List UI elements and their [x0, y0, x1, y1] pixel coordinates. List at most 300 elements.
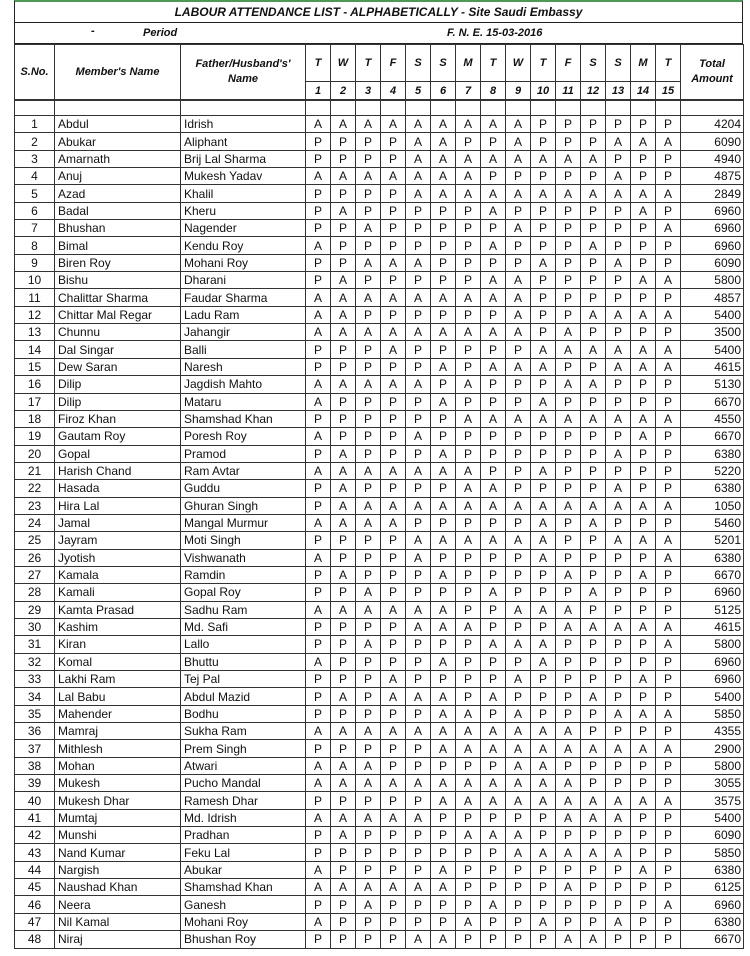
serial-number-cell: 3: [15, 150, 55, 167]
attendance-mark-cell: P: [431, 636, 456, 653]
attendance-mark-cell: P: [381, 636, 406, 653]
father-name-cell: Abukar: [181, 861, 306, 878]
attendance-mark-cell: P: [456, 306, 481, 323]
serial-number-cell: 37: [15, 740, 55, 757]
attendance-mark-cell: P: [656, 150, 681, 167]
attendance-mark-cell: P: [331, 931, 356, 948]
attendance-mark-cell: A: [606, 532, 631, 549]
attendance-mark-cell: P: [331, 237, 356, 254]
serial-number-cell: 17: [15, 393, 55, 410]
header-date: 5: [406, 82, 431, 101]
attendance-mark-cell: A: [556, 931, 581, 948]
header-day: T: [531, 45, 556, 82]
attendance-mark-cell: A: [431, 393, 456, 410]
attendance-mark-cell: A: [556, 341, 581, 358]
attendance-mark-cell: P: [481, 549, 506, 566]
header-day: S: [606, 45, 631, 82]
attendance-mark-cell: A: [631, 671, 656, 688]
header-day: T: [306, 45, 331, 82]
father-name-cell: Md. Safi: [181, 618, 306, 635]
attendance-mark-cell: P: [406, 393, 431, 410]
attendance-mark-cell: P: [381, 532, 406, 549]
attendance-mark-cell: A: [406, 532, 431, 549]
attendance-mark-cell: P: [581, 601, 606, 618]
table-row: [15, 376, 744, 393]
attendance-mark-cell: A: [306, 462, 331, 479]
attendance-mark-cell: A: [431, 116, 456, 133]
attendance-mark-cell: P: [456, 254, 481, 271]
attendance-mark-cell: P: [556, 254, 581, 271]
attendance-mark-cell: A: [406, 168, 431, 185]
attendance-mark-cell: P: [331, 671, 356, 688]
attendance-mark-cell: P: [506, 688, 531, 705]
attendance-mark-cell: A: [531, 723, 556, 740]
attendance-mark-cell: A: [481, 723, 506, 740]
attendance-mark-cell: P: [631, 723, 656, 740]
father-name-cell: Gopal Roy: [181, 584, 306, 601]
father-name-cell: Idrish: [181, 116, 306, 133]
father-name-cell: Mataru: [181, 393, 306, 410]
total-amount-cell: 6380: [681, 861, 744, 878]
attendance-mark-cell: A: [631, 185, 656, 202]
member-name-cell: Mukesh: [55, 775, 181, 792]
attendance-mark-cell: P: [331, 254, 356, 271]
attendance-mark-cell: P: [356, 688, 381, 705]
member-name-cell: Kamali: [55, 584, 181, 601]
attendance-mark-cell: P: [556, 584, 581, 601]
header-date: 11: [556, 82, 581, 101]
attendance-mark-cell: P: [556, 532, 581, 549]
table-row: [15, 220, 744, 237]
father-name-cell: Pucho Mandal: [181, 775, 306, 792]
father-name-cell: Tej Pal: [181, 671, 306, 688]
attendance-mark-cell: P: [306, 740, 331, 757]
attendance-mark-cell: A: [606, 168, 631, 185]
attendance-mark-cell: A: [606, 618, 631, 635]
attendance-mark-cell: P: [631, 462, 656, 479]
attendance-mark-cell: P: [531, 809, 556, 826]
attendance-mark-cell: P: [556, 896, 581, 913]
attendance-mark-cell: P: [656, 480, 681, 497]
attendance-mark-cell: P: [631, 913, 656, 930]
attendance-mark-cell: P: [331, 220, 356, 237]
attendance-mark-cell: P: [656, 116, 681, 133]
attendance-mark-cell: A: [506, 150, 531, 167]
attendance-mark-cell: P: [506, 254, 531, 271]
serial-number-cell: 24: [15, 514, 55, 531]
attendance-mark-cell: P: [631, 844, 656, 861]
attendance-mark-cell: A: [456, 775, 481, 792]
member-name-cell: Azad: [55, 185, 181, 202]
attendance-mark-cell: P: [381, 913, 406, 930]
attendance-mark-cell: A: [506, 185, 531, 202]
attendance-mark-cell: A: [381, 879, 406, 896]
attendance-mark-cell: A: [556, 185, 581, 202]
attendance-mark-cell: P: [381, 653, 406, 670]
period-dot: -: [91, 25, 95, 37]
attendance-mark-cell: A: [531, 358, 556, 375]
attendance-mark-cell: A: [406, 618, 431, 635]
attendance-mark-cell: P: [456, 272, 481, 289]
attendance-mark-cell: P: [581, 757, 606, 774]
total-amount-cell: 4615: [681, 618, 744, 635]
attendance-mark-cell: P: [381, 705, 406, 722]
total-amount-cell: 3575: [681, 792, 744, 809]
attendance-mark-cell: A: [331, 827, 356, 844]
attendance-mark-cell: A: [581, 514, 606, 531]
attendance-mark-cell: P: [556, 462, 581, 479]
attendance-mark-cell: A: [381, 497, 406, 514]
attendance-mark-cell: A: [606, 445, 631, 462]
header-day: S: [431, 45, 456, 82]
attendance-mark-cell: P: [531, 324, 556, 341]
attendance-mark-cell: P: [656, 376, 681, 393]
header-day: M: [456, 45, 481, 82]
serial-number-cell: 12: [15, 306, 55, 323]
attendance-mark-cell: A: [581, 584, 606, 601]
attendance-mark-cell: P: [556, 653, 581, 670]
attendance-mark-cell: P: [506, 809, 531, 826]
attendance-mark-cell: P: [581, 896, 606, 913]
attendance-mark-cell: P: [631, 549, 656, 566]
serial-number-cell: 35: [15, 705, 55, 722]
attendance-mark-cell: A: [656, 410, 681, 427]
attendance-mark-cell: A: [606, 480, 631, 497]
attendance-table: [14, 44, 744, 949]
attendance-mark-cell: A: [656, 532, 681, 549]
attendance-mark-cell: A: [456, 740, 481, 757]
attendance-mark-cell: P: [431, 220, 456, 237]
attendance-mark-cell: P: [306, 341, 331, 358]
table-row: [15, 306, 744, 323]
attendance-mark-cell: P: [331, 792, 356, 809]
fortnight-ending-label: F. N. E. 15-03-2016: [447, 27, 543, 39]
attendance-mark-cell: A: [431, 289, 456, 306]
attendance-mark-cell: A: [656, 549, 681, 566]
attendance-mark-cell: P: [631, 480, 656, 497]
attendance-mark-cell: P: [306, 358, 331, 375]
attendance-mark-cell: P: [331, 341, 356, 358]
father-name-cell: Dharani: [181, 272, 306, 289]
attendance-mark-cell: P: [406, 202, 431, 219]
attendance-mark-cell: A: [431, 532, 456, 549]
attendance-mark-cell: A: [431, 566, 456, 583]
member-name-cell: Abukar: [55, 133, 181, 150]
attendance-mark-cell: A: [356, 723, 381, 740]
attendance-mark-cell: A: [356, 220, 381, 237]
attendance-mark-cell: P: [631, 809, 656, 826]
serial-number-cell: 21: [15, 462, 55, 479]
attendance-mark-cell: A: [606, 497, 631, 514]
attendance-mark-cell: A: [356, 462, 381, 479]
attendance-mark-cell: P: [331, 185, 356, 202]
attendance-mark-cell: A: [606, 809, 631, 826]
table-row: [15, 653, 744, 670]
member-name-cell: Hasada: [55, 480, 181, 497]
attendance-mark-cell: A: [606, 185, 631, 202]
attendance-mark-cell: P: [656, 809, 681, 826]
attendance-mark-cell: A: [581, 792, 606, 809]
attendance-mark-cell: A: [406, 549, 431, 566]
attendance-mark-cell: A: [631, 272, 656, 289]
father-name-cell: Ganesh: [181, 896, 306, 913]
attendance-mark-cell: A: [556, 566, 581, 583]
attendance-mark-cell: P: [306, 671, 331, 688]
attendance-mark-cell: P: [306, 410, 331, 427]
attendance-mark-cell: A: [356, 757, 381, 774]
table-row: [15, 931, 744, 948]
attendance-mark-cell: A: [306, 306, 331, 323]
sheet-title: LABOUR ATTENDANCE LIST - ALPHABETICALLY - Site Saudi Embassy: [14, 0, 743, 23]
member-name-cell: Lal Babu: [55, 688, 181, 705]
attendance-mark-cell: P: [606, 879, 631, 896]
attendance-mark-cell: A: [331, 566, 356, 583]
member-name-cell: Dilip: [55, 393, 181, 410]
member-name-cell: Mamraj: [55, 723, 181, 740]
attendance-mark-cell: A: [406, 723, 431, 740]
attendance-mark-cell: A: [431, 879, 456, 896]
attendance-mark-cell: A: [481, 237, 506, 254]
serial-number-cell: 7: [15, 220, 55, 237]
father-name-cell: Md. Idrish: [181, 809, 306, 826]
serial-number-cell: 5: [15, 185, 55, 202]
total-amount-cell: 4875: [681, 168, 744, 185]
attendance-mark-cell: P: [506, 480, 531, 497]
attendance-mark-cell: A: [531, 757, 556, 774]
attendance-mark-cell: P: [481, 376, 506, 393]
attendance-mark-cell: P: [456, 358, 481, 375]
attendance-mark-cell: P: [381, 272, 406, 289]
father-name-cell: Guddu: [181, 480, 306, 497]
attendance-mark-cell: P: [406, 896, 431, 913]
attendance-mark-cell: P: [481, 514, 506, 531]
attendance-mark-cell: A: [656, 341, 681, 358]
attendance-mark-cell: P: [406, 636, 431, 653]
member-name-cell: Biren Roy: [55, 254, 181, 271]
attendance-mark-cell: A: [531, 393, 556, 410]
attendance-mark-cell: A: [531, 653, 556, 670]
attendance-mark-cell: P: [581, 723, 606, 740]
attendance-mark-cell: P: [556, 827, 581, 844]
father-name-cell: Sadhu Ram: [181, 601, 306, 618]
attendance-mark-cell: P: [381, 133, 406, 150]
attendance-mark-cell: P: [656, 861, 681, 878]
attendance-mark-cell: P: [406, 445, 431, 462]
attendance-mark-cell: P: [356, 150, 381, 167]
member-name-cell: Hira Lal: [55, 497, 181, 514]
attendance-mark-cell: P: [431, 514, 456, 531]
attendance-mark-cell: A: [606, 358, 631, 375]
attendance-mark-cell: A: [456, 116, 481, 133]
attendance-mark-cell: A: [506, 671, 531, 688]
total-amount-cell: 6670: [681, 428, 744, 445]
attendance-mark-cell: P: [481, 809, 506, 826]
total-amount-cell: 6960: [681, 220, 744, 237]
attendance-mark-cell: A: [656, 636, 681, 653]
attendance-mark-cell: A: [431, 358, 456, 375]
attendance-mark-cell: A: [356, 896, 381, 913]
header-date: 3: [356, 82, 381, 101]
attendance-mark-cell: A: [481, 410, 506, 427]
table-row: [15, 532, 744, 549]
total-amount-cell: 5400: [681, 688, 744, 705]
attendance-mark-cell: A: [306, 168, 331, 185]
attendance-mark-cell: A: [381, 601, 406, 618]
attendance-mark-cell: A: [631, 497, 656, 514]
header-date: 6: [431, 82, 456, 101]
attendance-mark-cell: P: [306, 844, 331, 861]
attendance-mark-cell: P: [331, 913, 356, 930]
attendance-mark-cell: P: [481, 306, 506, 323]
father-name-cell: Naresh: [181, 358, 306, 375]
attendance-mark-cell: P: [506, 566, 531, 583]
attendance-mark-cell: P: [531, 272, 556, 289]
attendance-mark-cell: A: [306, 116, 331, 133]
attendance-mark-cell: P: [381, 237, 406, 254]
attendance-mark-cell: P: [381, 549, 406, 566]
attendance-mark-cell: P: [356, 306, 381, 323]
father-name-cell: Mohani Roy: [181, 913, 306, 930]
attendance-mark-cell: A: [531, 549, 556, 566]
attendance-mark-cell: P: [456, 896, 481, 913]
attendance-mark-cell: A: [381, 168, 406, 185]
member-name-cell: Kamala: [55, 566, 181, 583]
table-row: [15, 358, 744, 375]
attendance-mark-cell: A: [306, 601, 331, 618]
attendance-mark-cell: A: [306, 289, 331, 306]
member-name-cell: Dew Saran: [55, 358, 181, 375]
attendance-mark-cell: A: [531, 740, 556, 757]
attendance-mark-cell: A: [331, 879, 356, 896]
attendance-mark-cell: P: [656, 514, 681, 531]
attendance-mark-cell: A: [356, 324, 381, 341]
attendance-mark-cell: A: [631, 306, 656, 323]
attendance-mark-cell: A: [431, 185, 456, 202]
serial-number-cell: 42: [15, 827, 55, 844]
attendance-mark-cell: P: [406, 913, 431, 930]
attendance-mark-cell: A: [356, 289, 381, 306]
father-name-cell: Ladu Ram: [181, 306, 306, 323]
attendance-mark-cell: P: [631, 827, 656, 844]
attendance-mark-cell: P: [506, 879, 531, 896]
attendance-mark-cell: A: [506, 723, 531, 740]
table-row: [15, 740, 744, 757]
header-date: 9: [506, 82, 531, 101]
attendance-mark-cell: A: [431, 462, 456, 479]
table-row: [15, 150, 744, 167]
attendance-mark-cell: P: [306, 792, 331, 809]
attendance-mark-cell: A: [331, 775, 356, 792]
attendance-mark-cell: P: [481, 653, 506, 670]
total-amount-cell: 6960: [681, 202, 744, 219]
attendance-mark-cell: P: [581, 272, 606, 289]
attendance-mark-cell: P: [306, 566, 331, 583]
attendance-mark-cell: A: [381, 723, 406, 740]
member-name-cell: Chunnu: [55, 324, 181, 341]
attendance-mark-cell: A: [331, 809, 356, 826]
attendance-mark-cell: P: [356, 740, 381, 757]
attendance-mark-cell: P: [456, 549, 481, 566]
serial-number-cell: 23: [15, 497, 55, 514]
attendance-mark-cell: A: [456, 324, 481, 341]
attendance-mark-cell: P: [531, 618, 556, 635]
table-row: [15, 723, 744, 740]
serial-number-cell: 27: [15, 566, 55, 583]
attendance-mark-cell: P: [431, 827, 456, 844]
attendance-mark-cell: P: [631, 775, 656, 792]
attendance-mark-cell: P: [506, 462, 531, 479]
attendance-mark-cell: P: [356, 480, 381, 497]
attendance-mark-cell: P: [306, 445, 331, 462]
attendance-mark-cell: A: [331, 601, 356, 618]
attendance-mark-cell: A: [356, 116, 381, 133]
attendance-mark-cell: A: [356, 775, 381, 792]
attendance-mark-cell: A: [406, 809, 431, 826]
attendance-mark-cell: A: [606, 913, 631, 930]
attendance-mark-cell: P: [456, 671, 481, 688]
attendance-mark-cell: P: [606, 601, 631, 618]
attendance-mark-cell: A: [456, 462, 481, 479]
attendance-mark-cell: P: [306, 272, 331, 289]
attendance-mark-cell: A: [456, 497, 481, 514]
attendance-mark-cell: P: [406, 705, 431, 722]
attendance-mark-cell: P: [381, 220, 406, 237]
attendance-mark-cell: P: [606, 775, 631, 792]
attendance-mark-cell: P: [331, 740, 356, 757]
attendance-mark-cell: P: [606, 272, 631, 289]
attendance-mark-cell: P: [656, 913, 681, 930]
attendance-mark-cell: A: [406, 254, 431, 271]
attendance-mark-cell: P: [656, 566, 681, 583]
father-name-cell: Moti Singh: [181, 532, 306, 549]
attendance-mark-cell: A: [656, 740, 681, 757]
total-amount-cell: 6960: [681, 653, 744, 670]
serial-number-cell: 38: [15, 757, 55, 774]
attendance-mark-cell: P: [581, 913, 606, 930]
attendance-mark-cell: P: [556, 116, 581, 133]
attendance-mark-cell: P: [606, 671, 631, 688]
attendance-mark-cell: P: [306, 636, 331, 653]
attendance-mark-cell: P: [431, 480, 456, 497]
attendance-mark-cell: A: [331, 688, 356, 705]
attendance-mark-cell: P: [531, 116, 556, 133]
attendance-mark-cell: A: [481, 827, 506, 844]
attendance-mark-cell: A: [456, 480, 481, 497]
attendance-mark-cell: A: [606, 341, 631, 358]
attendance-mark-cell: P: [656, 757, 681, 774]
attendance-mark-cell: A: [456, 150, 481, 167]
attendance-mark-cell: P: [481, 705, 506, 722]
member-name-cell: Neera: [55, 896, 181, 913]
attendance-mark-cell: P: [556, 393, 581, 410]
attendance-mark-cell: A: [356, 636, 381, 653]
attendance-mark-cell: P: [581, 861, 606, 878]
attendance-mark-cell: P: [331, 618, 356, 635]
attendance-mark-cell: P: [381, 792, 406, 809]
father-name-cell: Feku Lal: [181, 844, 306, 861]
father-name-cell: Mangal Murmur: [181, 514, 306, 531]
attendance-mark-cell: A: [431, 601, 456, 618]
table-row: [15, 879, 744, 896]
attendance-mark-cell: P: [506, 653, 531, 670]
attendance-mark-cell: P: [356, 272, 381, 289]
attendance-mark-cell: P: [606, 861, 631, 878]
attendance-mark-cell: A: [431, 775, 456, 792]
table-row: [15, 428, 744, 445]
serial-number-cell: 48: [15, 931, 55, 948]
attendance-mark-cell: A: [481, 532, 506, 549]
attendance-mark-cell: P: [581, 254, 606, 271]
